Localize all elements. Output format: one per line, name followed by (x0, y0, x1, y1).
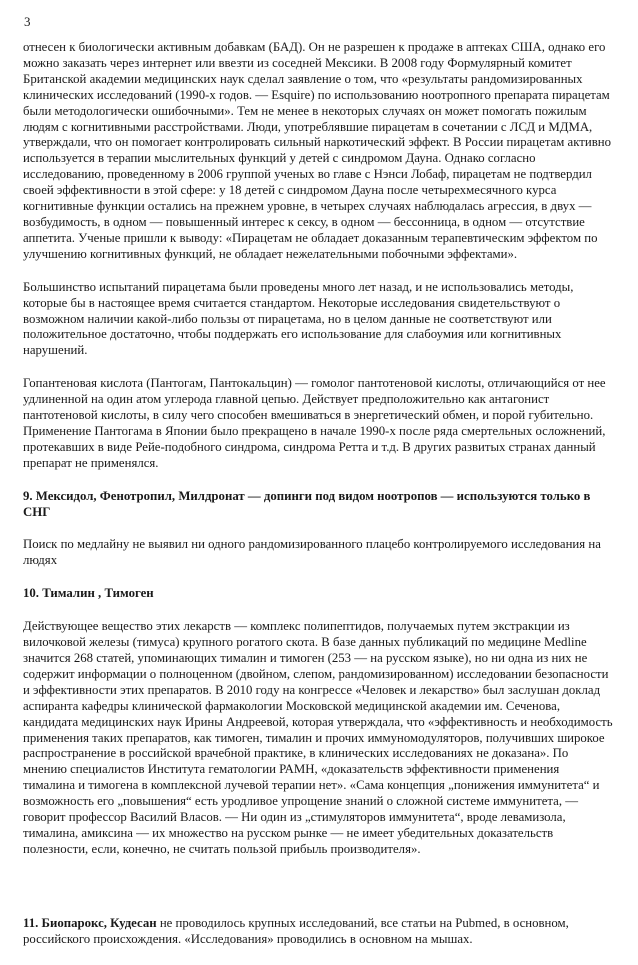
paragraph-hopantenic-acid: Гопантеновая кислота (Пантогам, Пантокальцин) — гомолог пантотеновой кислоты, отличающийся от нее удлиненной на один атом углерода главной цепью. Действует предположительно как антагонист пантотеновой кислоты, в силу чего способен вмешиваться в энергетический обмен, и порой губительно. Применение Пантогама в Японии было прекращено в начале 1990-х после ряда смертельных осложнений, протекавших в виде Рейе-подобного синдрома, синдрома Ретта и т.д. В других развитых странах данный препарат не применялся. (23, 376, 606, 470)
document-body (23, 40, 614, 965)
section-heading-bioparox: 11. Биопарокс, Кудесан (23, 915, 157, 930)
section-heading-timalin: 10. Тималин , Тимоген (23, 586, 154, 601)
paragraph-piracetam-trials: Большинство испытаний пирацетама были проведены много лет назад, и не использовались методы, которые бы в настоящее время считается стандартом. Некоторые исследования свидетельствуют о возможном наличии какой-либо пользы от пирацетама, но в целом данные не соответствуют или положительное достаточно, чтобы поддержать его использование для слабоумия или когнитивных нарушений. (23, 279, 574, 358)
section-heading-mexidol: 9. Мексидол, Фенотропил, Милдронат — допинги под видом ноотропов — используются только в СНГ (23, 488, 591, 519)
paragraph-medline-search: Поиск по медлайну не выявил ни одного рандомизированного плацебо контролируемого исследования на людях (23, 537, 601, 568)
paragraph-bioparox (23, 916, 614, 948)
bioparox-text: не проводилось крупных исследований, все статьи на Pubmed, в основном, российского происхождения. «Исследования» проводились в основном на мышах. (23, 915, 569, 946)
page-number: 3 (24, 14, 31, 29)
paragraph-piracetam-regulation: отнесен к биологически активным добавкам (БАД). Он не разрешен к продаже в аптеках США, однако его можно заказать через интернет или ввезти из соседней Мексики. В 2008 году Формулярный комитет Британской академии медицинских наук сделал заявление о том, что «результаты рандомизированных клинических исследований (1990-х годов. — Esquire) по использованию ноотропного препарата пирацетам были методологически ошибочными». Тем не менее в некоторых случаях он может помогать пожилым людям с когнитивными расстройствами. Люди, употреблявшие пирацетам в сочетании с ЛСД и МДМА, утверждали, что он помогает контролировать сильный наркотический эффект. В России пирацетам активно используется в терапии мыслительных функций у детей с синдромом Дауна. Однако согласно исследованию, проведенному в 2006 группой ученых во главе с Нэнси Лобаф, пирацетам не подтвердил своей эффективности в этой сфере: у 18 детей с синдромом Дауна после четырехмесячного курса когнитивные функции остались на прежнем уровне, в четырех случаях наблюдалась агрессия, в двух — возбудимость, в одном — повышенный интерес к сексу, в одном — бессонница, в одном — отсутствие аппетита. Ученые пришли к выводу: «Пирацетам не обладает доказанным терапевтическим эффектом по улучшению когнитивных функций, не обладает нежелательными побочными эффектами». (23, 40, 611, 261)
paragraph-timalin-timogen: Действующее вещество этих лекарств — комплекс полипептидов, получаемых путем экстракции из вилочковой железы (тимуса) крупного рогатого скота. В базе данных публикаций по медицине Medline значится 268 статей, упоминающих тималин и тимоген (253 — на русском языке), но ни одна из них не содержит информации о полноценном (двойном, слепом, рандомизированном) исследовании безопасности и эффективности этих препаратов. В 2010 году на конгрессе «Человек и лекарство» был заслушан доклад аспиранта кафедры клинической фармакологии Московской медицинской академии им. Сеченова, кандидата медицинских наук Ирины Андреевой, которая утверждала, что «эффективность и необходимость применения таких препаратов, как тимоген, тималин и прочих иммуномодуляторов, получивших широкое распространение в российской врачебной практике, в клинических исследованиях не доказана». По мнению специалистов Института гематологии РАМН, «доказательств эффективности применения тималина и тимогена в комплексной лучевой терапии нет». «Сама концепция „понижения иммунитета“ и возможность его „повышения“ есть уродливое упрощение знаний о сложной системе иммунитета, — говорит профессор Василий Власов. — Ни один из „стимуляторов иммунитета“, вроде левамизола, тималина, амиксина — их множество на русском рынке — не имеет убедительных доказательств полезности, если, конечно, не считать пользой прибыль производителя». (23, 619, 613, 856)
